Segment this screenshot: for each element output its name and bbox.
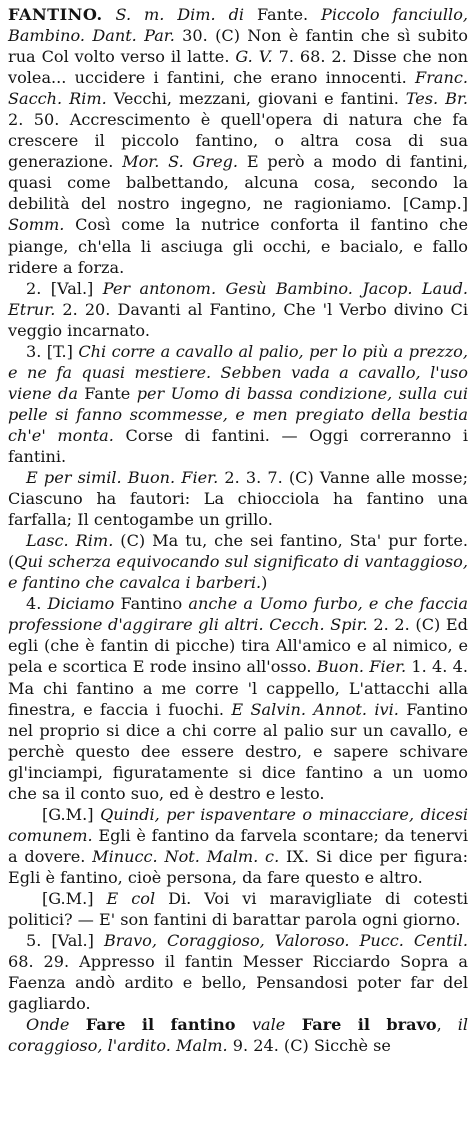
italic-text-run: Onde bbox=[26, 1015, 70, 1035]
italic-text-run: anche a Uomo furbo, e che faccia professione d'aggirare gli altri. Cecch. Spir. bbox=[8, 594, 469, 635]
entry-sense-paragraph bbox=[8, 530, 468, 593]
italic-text-run: E per simil. Buon. Fier. bbox=[26, 468, 219, 488]
italic-text-run: Franc. Sacch. Rim. bbox=[8, 68, 468, 109]
entry-sense-paragraph bbox=[8, 278, 468, 341]
text-run: 2. 50. Accrescimento è quell'opera di natura che fa crescere il piccolo fantino, o altra cosa di sua generazione. bbox=[8, 110, 468, 172]
entry-sense-paragraph bbox=[8, 467, 468, 530]
text-run: Vecchi, mezzani, giovani e fantini. bbox=[106, 89, 406, 109]
italic-text-run: Qui scherza equivocando sul significato di vantaggioso, e fantino che cavalca i barberi. bbox=[8, 552, 468, 593]
text-run: [G.M.] bbox=[42, 804, 101, 824]
text-run: ) bbox=[261, 573, 268, 593]
text-run: Di. Voi vi maravigliate di cotesti politici? — E' son fantini di barattar parola ogni giorno. bbox=[8, 888, 469, 930]
text-run: 2. 3. 7. (C) Vanne alle mosse; Ciascuno ha fautori: La chiocciola ha fantino una farfalla; Il centogambe un grillo. bbox=[8, 468, 468, 530]
text-run: 5. [Val.] bbox=[26, 931, 104, 951]
italic-text-run: S. m. Dim. di bbox=[102, 5, 257, 24]
text-run: 4. bbox=[26, 594, 48, 614]
bold-text-run: Fare il bravo bbox=[285, 1015, 437, 1035]
italic-text-run: vale bbox=[251, 1015, 286, 1035]
italic-text-run: Minucc. Not. Malm. c. bbox=[92, 846, 280, 866]
italic-text-run: Somm. bbox=[8, 215, 65, 235]
entry-sense-paragraph bbox=[8, 593, 468, 803]
italic-text-run: Tes. Br. bbox=[405, 89, 468, 109]
text-run: Così come la nutrice conforta il fantino che piange, ch'ella li asciuga gli occhi, e bacialo, e fallo ridere a forza. bbox=[8, 215, 468, 277]
text-run: 9. 24. (C) Sicchè se bbox=[227, 1036, 391, 1056]
italic-text-run: Bravo, Coraggioso, Valoroso. Pucc. Centil. bbox=[103, 931, 468, 951]
entry-sense-paragraph bbox=[8, 341, 468, 467]
text-run: 2. 20. Davanti al Fantino, Che 'l Verbo divino Ci veggio incarnato. bbox=[8, 299, 468, 340]
dictionary-page bbox=[8, 0, 468, 1056]
text-run: [G.M.] bbox=[42, 888, 107, 908]
text-run: , bbox=[436, 1015, 458, 1035]
text-run: Fante bbox=[77, 383, 137, 403]
text-run: 1. 4. 4. Ma chi fantino a me corre 'l cappello, L'attacchi alla finestra, e faccia i fuochi. bbox=[8, 657, 468, 719]
text-run: (C) Ma tu, che sei fantino, Sta' pur forte. ( bbox=[8, 531, 468, 572]
text-run: Fantino nel proprio si dice a chi corre al palio sur un cavallo, e perchè questo dee essere destro, e sapere schivare gl'inciampi, figuratamente si dice fantino a un uomo che sa il conto suo, ed è destro e lesto. bbox=[8, 699, 468, 803]
italic-text-run: Buon. Fier. bbox=[316, 657, 407, 677]
italic-text-run: il coraggioso, l'ardito. Malm. bbox=[8, 1015, 468, 1056]
entry-definition-main bbox=[8, 4, 468, 278]
text-run: Fantino bbox=[114, 594, 189, 614]
italic-text-run: Piccolo fanciullo, Bambino. Dant. Par. bbox=[8, 5, 468, 46]
italic-text-run: E Salvin. Annot. ivi. bbox=[231, 699, 399, 719]
text-run: 30. (C) Non è fantin che sì subito rua Col volto verso il latte. bbox=[8, 26, 468, 67]
italic-text-run: Per antonom. Gesù Bambino. Jacop. Laud. Etrur. bbox=[8, 278, 468, 319]
italic-text-run: Mor. S. Greg. bbox=[122, 152, 239, 172]
italic-text-run: E col bbox=[106, 888, 156, 908]
text-run: Fante. bbox=[256, 5, 309, 24]
bold-text-run: Fare il fantino bbox=[69, 1015, 252, 1035]
text-run: 2. 2. (C) Ed egli (che è fantin di picche) tira All'amico e al nimico, e pela e scortica E rode insino all'osso. bbox=[8, 615, 468, 677]
italic-text-run: per Uomo di bassa condizione, sulla cui pelle si fanno scommesse, e men pregiato della bestia ch'e' monta. bbox=[8, 383, 468, 445]
entry-sense-paragraph bbox=[8, 1014, 468, 1056]
text-run: 7. 68. 2. Disse che non volea... uccidere i fantini, che erano innocenti. bbox=[8, 47, 468, 88]
headword: FANTINO. bbox=[8, 5, 103, 24]
italic-text-run: Diciamo bbox=[47, 594, 115, 614]
italic-text-run: Chi corre a cavallo al palio, per lo più a prezzo, e ne fa quasi mestiere. Sebben vada a cavallo, l'uso viene da bbox=[8, 341, 468, 403]
italic-text-run: G. V. bbox=[235, 47, 273, 67]
text-run: 2. [Val.] bbox=[26, 278, 103, 298]
text-run: 3. [T.] bbox=[26, 341, 79, 361]
entry-sense-paragraph bbox=[8, 804, 468, 888]
text-run: 68. 29. Appresso il fantin Messer Ricciardo Sopra a Faenza andò ardito e bello, Pensandosi poter far del gagliardo. bbox=[8, 952, 468, 1014]
entry-sense-paragraph bbox=[8, 888, 468, 930]
text-run: IX. Si dice per figura: Egli è fantino, cioè persona, da fare questo e altro. bbox=[8, 846, 468, 887]
italic-text-run: Quindi, per ispaventare o minacciare, dicesi comunem. bbox=[8, 804, 468, 845]
text-run: Corse di fantini. — Oggi correranno i fantini. bbox=[8, 425, 468, 466]
italic-text-run: Lasc. Rim. bbox=[26, 531, 114, 551]
text-run: Egli è fantino da farvela scontare; da tenervi a dovere. bbox=[8, 825, 468, 866]
text-run: E però a modo di fantini, quasi come balbettando, alcuna cosa, secondo la debilità del nostro ingegno, ne ragioniamo. [Camp.] bbox=[8, 152, 468, 214]
dictionary-entry-fantino bbox=[8, 4, 468, 1056]
entry-sense-paragraph bbox=[8, 930, 468, 1014]
